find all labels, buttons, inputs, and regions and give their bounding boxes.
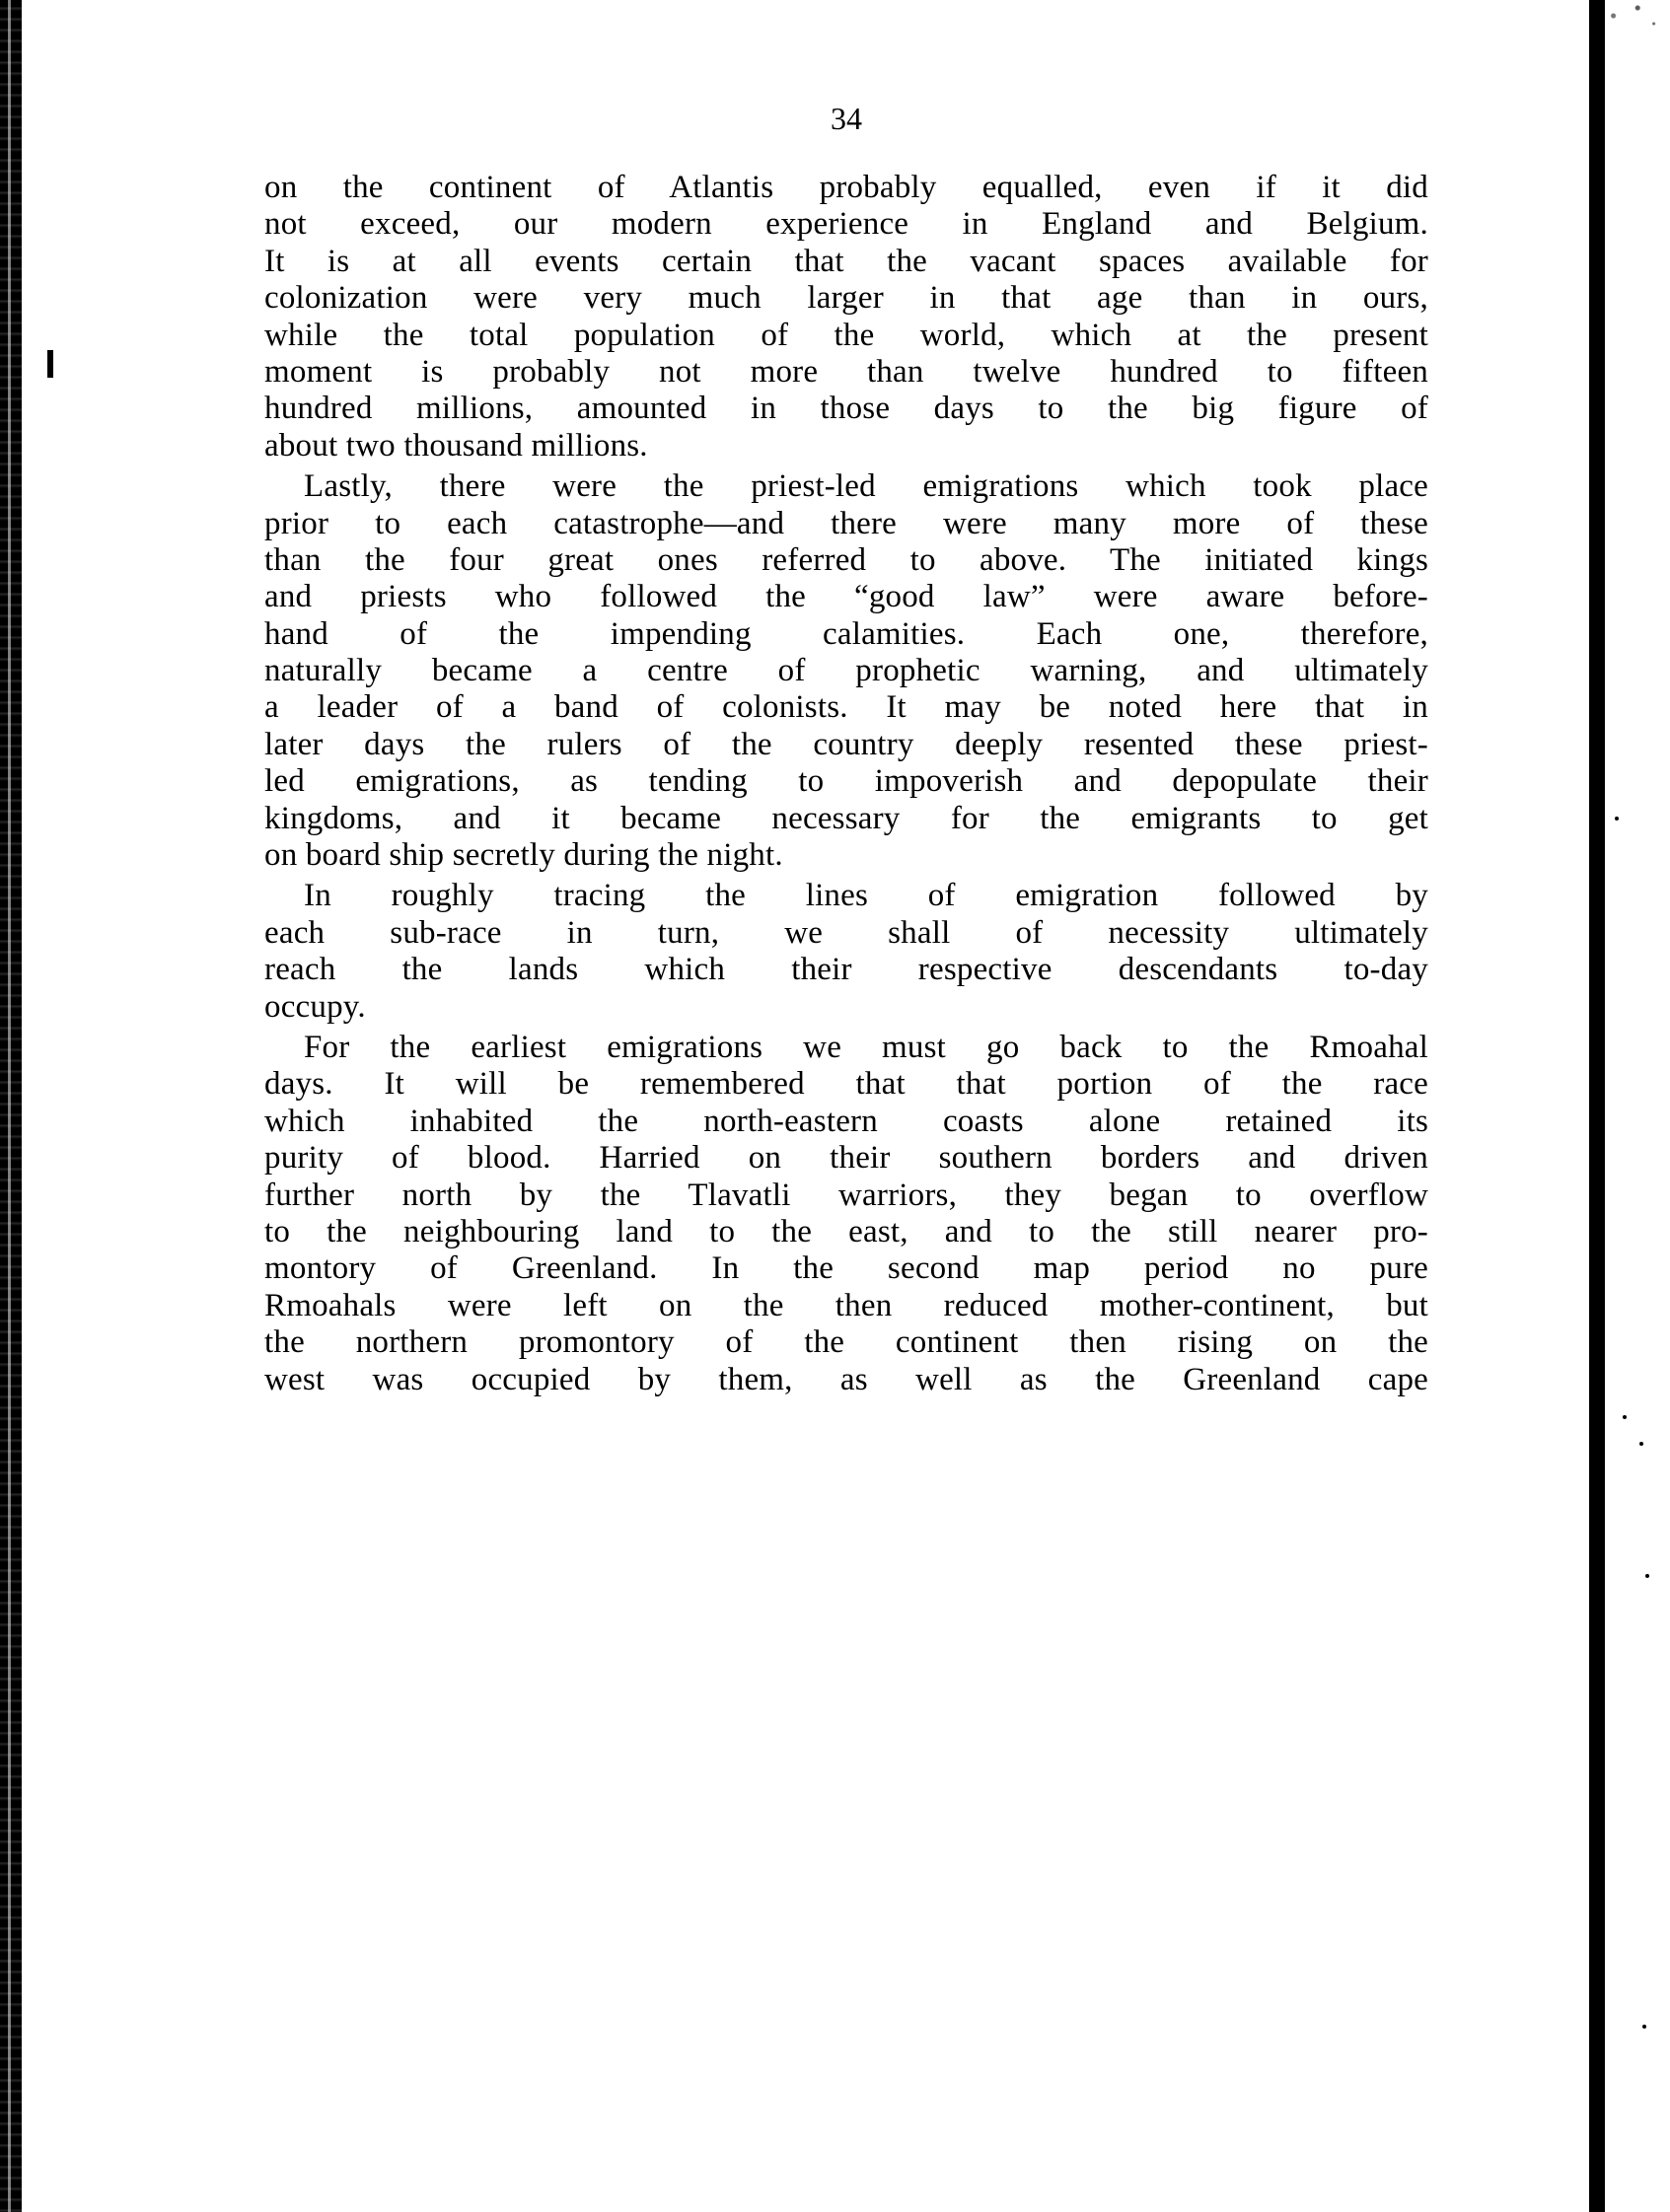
text-line: montory of Greenland. In the second map period no pure [264, 1250, 1428, 1287]
text-line: to the neighbouring land to the east, and to the still nearer pro- [264, 1213, 1428, 1249]
scan-speck [1642, 2025, 1646, 2029]
text-line: kingdoms, and it became necessary for the emigrants to get [264, 800, 1428, 836]
paragraph-2 [264, 468, 1428, 874]
scan-binding-edge-left [0, 0, 22, 2212]
text-line: which inhabited the north-eastern coasts alone retained its [264, 1103, 1428, 1139]
text-line: hundred millions, amounted in those days to the big figure of [264, 391, 1428, 427]
text-line: days. It will be remembered that that portion of the race [264, 1066, 1428, 1103]
text-line: prior to each catastrophe—and there were many more of these [264, 505, 1428, 541]
text-line: It is at all events certain that the vacant spaces available for [264, 243, 1428, 279]
text-line: hand of the impending calamities. Each one, therefore, [264, 615, 1428, 652]
scan-speck [1639, 1442, 1643, 1446]
text-line: on board ship secretly during the night. [264, 837, 783, 874]
scan-speck [1615, 817, 1619, 821]
text-line: For the earliest emigrations we must go back to the Rmoahal [304, 1029, 1428, 1065]
text-line: not exceed, our modern experience in England and Belgium. [264, 206, 1428, 243]
text-line: naturally became a centre of prophetic warning, and ultimately [264, 653, 1428, 689]
text-line: later days the rulers of the country deeply resented these priest- [264, 726, 1428, 762]
text-line: further north by the Tlavatli warriors, they began to overflow [264, 1177, 1428, 1213]
scan-artifact-mark [47, 350, 53, 378]
text-line: In roughly tracing the lines of emigration followed by [304, 878, 1428, 914]
text-line: led emigrations, as tending to impoverish and depopulate their [264, 763, 1428, 800]
text-line: occupy. [264, 988, 366, 1025]
text-line: a leader of a band of colonists. It may be noted here that in [264, 689, 1428, 726]
page-number: 34 [831, 101, 862, 136]
text-line: and priests who followed the “good law” were aware before- [264, 579, 1428, 615]
text-line: while the total population of the world, which at the present [264, 317, 1428, 353]
paragraph-1 [264, 170, 1428, 464]
text-line: about two thousand millions. [264, 427, 648, 464]
scan-noise-top-right [1589, 0, 1670, 39]
text-line: on the continent of Atlantis probably equalled, even if it did [264, 170, 1428, 205]
text-line: reach the lands which their respective descendants to-day [264, 952, 1428, 988]
text-line: than the four great ones referred to above. The initiated kings [264, 541, 1428, 578]
paragraph-4 [264, 1030, 1428, 1398]
text-line: colonization were very much larger in that age than in ours, [264, 280, 1428, 317]
text-line: Rmoahals were left on the then reduced mother-continent, but [264, 1287, 1428, 1323]
text-line: the northern promontory of the continent then rising on the [264, 1324, 1428, 1361]
scan-page-edge-right [1589, 0, 1605, 2212]
scan-speck [1623, 1415, 1627, 1419]
text-line: west was occupied by them, as well as the Greenland cape [264, 1361, 1428, 1397]
body-text [264, 170, 1428, 1398]
text-line: Lastly, there were the priest-led emigrations which took place [304, 468, 1428, 505]
scan-speck [1645, 1574, 1649, 1578]
text-line: each sub-race in turn, we shall of necessity ultimately [264, 914, 1428, 951]
text-line: purity of blood. Harried on their southern borders and driven [264, 1140, 1428, 1177]
text-line: moment is probably not more than twelve hundred to fifteen [264, 353, 1428, 390]
paragraph-3 [264, 878, 1428, 1026]
